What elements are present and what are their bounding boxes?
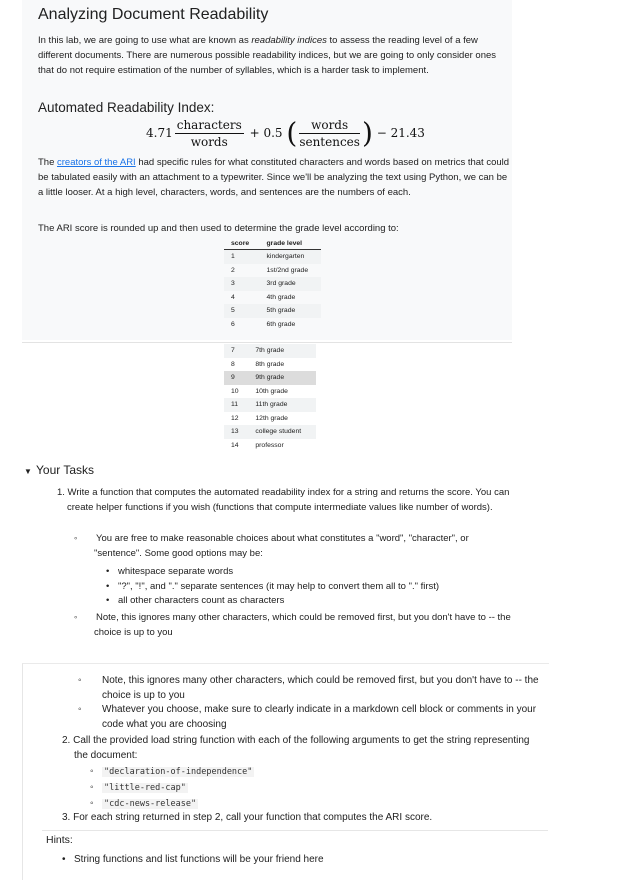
hint-item: • String functions and list functions will be your friend here: [62, 854, 324, 865]
task-1-sub-2: ◦ Note, this ignores many other characters, which could be removed first, but you don't have to -- the choice is up to you: [74, 612, 511, 638]
grade-cell: 12th grade: [255, 414, 288, 422]
list-item: • all other characters count as characters: [106, 595, 285, 606]
table-header-score: score: [224, 240, 260, 250]
table-row: [224, 344, 316, 358]
table-row: [224, 398, 316, 412]
task-2: 2. Call the provided load string function with each of the following arguments to get the string representing the document:: [62, 735, 530, 761]
grade-cell: 4th grade: [266, 293, 296, 301]
list-item: ◦ "little-red-cap": [90, 782, 186, 793]
task-1-sub-3: ◦ Whatever you choose, make sure to clearly indicate in a markdown cell block or comments in your code what you are choosing: [78, 704, 537, 730]
grade-cell: 1st/2nd grade: [266, 266, 309, 274]
score-cell: 9: [224, 371, 248, 385]
task-1-sub-1: ◦ You are free to make reasonable choices about what constitutes a "word", "character", or "sentence". Some good options may be:: [74, 533, 469, 559]
table-row: [224, 358, 316, 372]
table-header-grade: grade level: [260, 240, 321, 250]
caret-down-icon[interactable]: ▼: [24, 467, 32, 476]
score-cell: 11: [224, 398, 248, 412]
hints-divider: [42, 830, 548, 831]
table-row: [224, 304, 321, 318]
score-cell: 8: [231, 360, 235, 368]
score-cell: 1: [224, 250, 260, 264]
grade-intro: The ARI score is rounded up and then used to determine the grade level according to:: [38, 223, 399, 234]
score-cell: 14: [231, 441, 239, 449]
grade-cell: professor: [255, 441, 284, 449]
args-list: [90, 764, 254, 812]
table-row: [224, 385, 316, 399]
table-row: [224, 250, 321, 264]
grade-cell: kindergarten: [260, 250, 321, 264]
grade-cell: 10th grade: [255, 387, 288, 395]
grade-cell: 6th grade: [266, 320, 296, 328]
table-row: [224, 425, 316, 439]
grade-cell: 5th grade: [260, 304, 321, 318]
bullet-list: [106, 565, 506, 609]
table-row: [224, 439, 316, 453]
creators-link[interactable]: creators of the ARI: [57, 157, 136, 168]
table-row: [224, 277, 321, 291]
task-1-sub-2-repeat: ◦ Note, this ignores many other characters, which could be removed first, but you don't have to -- the choice is up to you: [78, 675, 539, 701]
grade-cell: 7th grade: [248, 344, 316, 358]
score-cell: 13: [224, 425, 248, 439]
table-row: [224, 412, 316, 426]
tasks-heading: Your Tasks: [36, 463, 95, 477]
table-row: [224, 264, 321, 278]
list-item: • "?", "!", and "." separate sentences (it may help to convert them all to "." first): [106, 580, 440, 592]
score-cell: 4: [231, 293, 235, 301]
score-cell: 12: [231, 414, 239, 422]
task-1: 1. Write a function that computes the automated readability index for a string and returns the score. You can create helper functions if you wish (functions that compute intermediate values like number of words).: [57, 487, 510, 513]
grade-cell: 8th grade: [255, 360, 285, 368]
grade-cell: college student: [248, 425, 316, 439]
list-item: ◦ "declaration-of-independence": [90, 766, 253, 777]
grade-table-bottom: [224, 344, 316, 452]
list-item: ◦ "cdc-news-release": [90, 798, 197, 809]
cell-divider: [22, 342, 512, 343]
table-row: [224, 318, 321, 332]
score-cell: 3: [224, 277, 260, 291]
intro-paragraph: In this lab, we are going to use what are known as readability indices to assess the reading level of a few different documents. There are numerous possible readability indices, but we are going to only consider ones that do not require estimation of the number of syllables, which is a harder task to implement.: [38, 35, 497, 76]
grade-cell: 9th grade: [248, 371, 316, 385]
score-cell: 2: [231, 266, 235, 274]
table-row: [224, 371, 316, 385]
hints-heading: Hints:: [46, 834, 73, 846]
page-title: Analyzing Document Readability: [38, 6, 269, 23]
task-3: 3. For each string returned in step 2, call your function that computes the ARI score.: [62, 812, 433, 823]
ari-heading: Automated Readability Index:: [38, 100, 215, 115]
table-row: [224, 291, 321, 305]
grade-cell: 3rd grade: [260, 277, 321, 291]
grade-table-top: [224, 240, 321, 331]
ari-formula: 4.71 $\frac{\text{characters}}{\text{words}}$ + 0.5 ( $\frac{\text{words}}{\text{sentences}}$ ) − 21.43: [146, 116, 425, 150]
ari-description: The creators of the ARI had specific rules for what constituted characters and words based on metrics that could be tabulated easily with an attachment to a typewriter. Since we'll be analyzing the text using Python, we can be a little looser. At a high level, characters, words, and sentences are the numbers of each.: [38, 157, 510, 198]
score-cell: 10: [231, 387, 239, 395]
grade-cell: 11th grade: [248, 398, 316, 412]
tasks-toggle[interactable]: [24, 463, 94, 477]
list-item: • whitespace separate words: [106, 566, 234, 577]
score-cell: 7: [224, 344, 248, 358]
score-cell: 5: [224, 304, 260, 318]
score-cell: 6: [231, 320, 235, 328]
